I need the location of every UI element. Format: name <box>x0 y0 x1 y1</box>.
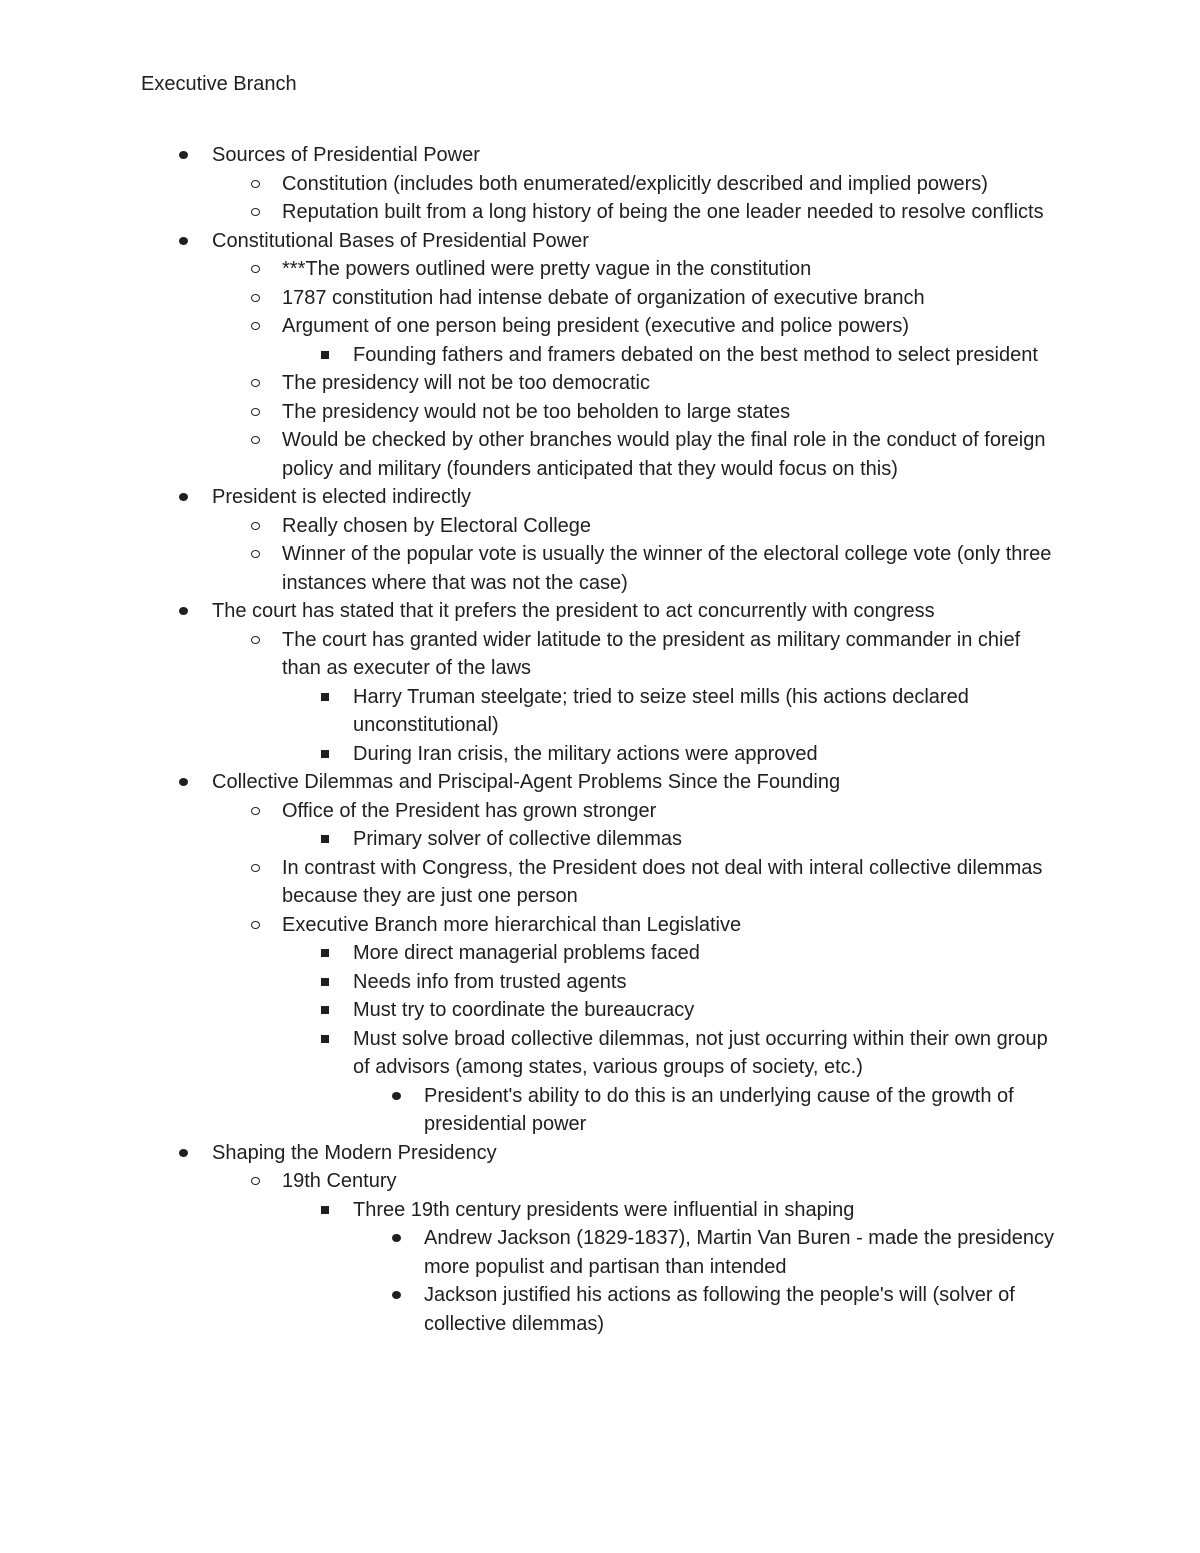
outline-item <box>0 198 1060 227</box>
outline-item <box>0 426 1060 483</box>
bullet-circle-icon <box>248 369 262 398</box>
bullet-square-icon <box>318 1025 332 1054</box>
bullet-circle-icon <box>248 398 262 427</box>
outline-item <box>0 512 1060 541</box>
outline-item <box>0 255 1060 284</box>
bullet-circle-icon <box>248 426 262 455</box>
outline-item-text: Andrew Jackson (1829-1837), Martin Van Buren - made the presidency more populist and partisan than intended <box>424 1227 1054 1278</box>
bullet-disc-icon <box>389 1281 403 1310</box>
bullet-circle-icon <box>248 284 262 313</box>
outline-item <box>0 170 1060 199</box>
outline-item-text: The court has stated that it prefers the president to act concurrently with congress <box>212 600 935 622</box>
bullet-square-icon <box>318 1196 332 1225</box>
outline-item-text: Jackson justified his actions as following the people's will (solver of collective dilemmas) <box>424 1284 1015 1335</box>
outline-item-text: The court has granted wider latitude to the president as military commander in chief than as executer of the laws <box>282 628 1021 679</box>
outline-item-text: Argument of one person being president (executive and police powers) <box>282 315 910 337</box>
outline-item-text: Primary solver of collective dilemmas <box>353 828 682 850</box>
outline-item <box>0 911 1060 940</box>
bullet-disc-icon <box>389 1224 403 1253</box>
outline-item-text: Really chosen by Electoral College <box>282 514 592 537</box>
outline-item-text: Collective Dilemmas and Priscipal-Agent Problems Since the Founding <box>212 771 841 793</box>
outline-item-text: Constitution (includes both enumerated/explicitly described and implied powers) <box>282 172 988 195</box>
bullet-circle-icon <box>248 797 262 826</box>
outline-item <box>0 227 1060 256</box>
outline-item <box>0 825 1060 854</box>
bullet-square-icon <box>318 740 332 769</box>
document-title: Executive Branch <box>141 73 297 95</box>
bullet-circle-icon <box>248 512 262 541</box>
bullet-circle-icon <box>248 255 262 284</box>
bullet-disc-icon <box>176 1139 190 1168</box>
outline-item <box>0 626 1060 683</box>
bullet-square-icon <box>318 939 332 968</box>
outline-item-text: Would be checked by other branches would play the final role in the conduct of foreign policy and military (founders anticipated that they would focus on this) <box>282 429 1046 480</box>
bullet-disc-icon <box>176 768 190 797</box>
outline-item <box>0 312 1060 341</box>
outline-item-text: Three 19th century presidents were influential in shaping <box>353 1198 855 1221</box>
bullet-disc-icon <box>176 597 190 626</box>
outline-item-text: In contrast with Congress, the President does not deal with interal collective dilemmas because they are just one person <box>282 856 1043 907</box>
outline-item-text: Winner of the popular vote is usually the winner of the electoral college vote (only three instances where that was not the case) <box>282 543 1052 594</box>
outline-item <box>0 996 1060 1025</box>
bullet-circle-icon <box>248 626 262 655</box>
outline-item <box>0 740 1060 769</box>
outline-item-text: The presidency will not be too democratic <box>282 372 650 394</box>
bullet-square-icon <box>318 996 332 1025</box>
outline-item <box>0 398 1060 427</box>
outline-item <box>0 797 1060 826</box>
outline-item-text: Sources of Presidential Power <box>212 144 480 166</box>
outline-list <box>0 141 1200 1338</box>
outline-item-text: ***The powers outlined were pretty vague in the constitution <box>282 258 812 280</box>
outline-item <box>0 939 1060 968</box>
bullet-square-icon <box>318 968 332 997</box>
bullet-circle-icon <box>248 312 262 341</box>
outline-item-text: 19th Century <box>282 1170 397 1192</box>
outline-item <box>0 768 1060 797</box>
bullet-square-icon <box>318 825 332 854</box>
outline-item-text: During Iran crisis, the military actions were approved <box>353 742 818 765</box>
outline-item <box>0 1082 1060 1139</box>
outline-item-text: Founding fathers and framers debated on the best method to select president <box>353 343 1038 366</box>
bullet-disc-icon <box>389 1082 403 1111</box>
bullet-circle-icon <box>248 198 262 227</box>
outline-item <box>0 597 1060 626</box>
outline-item <box>0 540 1060 597</box>
outline-item-text: Executive Branch more hierarchical than Legislative <box>282 913 742 936</box>
outline-item-text: Shaping the Modern Presidency <box>212 1141 497 1164</box>
outline-item <box>0 284 1060 313</box>
bullet-circle-icon <box>248 540 262 569</box>
outline-item-text: 1787 constitution had intense debate of organization of executive branch <box>282 286 925 309</box>
outline-item-text: Office of the President has grown stronger <box>282 799 657 822</box>
outline-item-text: Must try to coordinate the bureaucracy <box>353 999 695 1021</box>
outline-item <box>0 369 1060 398</box>
outline-item-text: Harry Truman steelgate; tried to seize steel mills (his actions declared unconstitutional) <box>353 685 969 736</box>
bullet-disc-icon <box>176 227 190 256</box>
outline-item <box>0 1224 1060 1281</box>
outline-item <box>0 141 1060 170</box>
outline-item <box>0 341 1060 370</box>
outline-item <box>0 1025 1060 1082</box>
outline-item-text: President's ability to do this is an underlying cause of the growth of presidential power <box>424 1084 1014 1135</box>
outline-item <box>0 1196 1060 1225</box>
bullet-disc-icon <box>176 483 190 512</box>
bullet-circle-icon <box>248 1167 262 1196</box>
bullet-circle-icon <box>248 170 262 199</box>
outline-item <box>0 683 1060 740</box>
outline-item-text: Constitutional Bases of Presidential Power <box>212 229 589 252</box>
outline-item-text: President is elected indirectly <box>212 486 472 508</box>
outline-item-text: More direct managerial problems faced <box>353 942 700 964</box>
outline-item <box>0 1281 1060 1338</box>
bullet-square-icon <box>318 683 332 712</box>
outline-item <box>0 1167 1060 1196</box>
bullet-circle-icon <box>248 911 262 940</box>
outline-item-text: Must solve broad collective dilemmas, not just occurring within their own group of advisors (among states, various groups of society, etc.) <box>353 1027 1048 1078</box>
outline-item <box>0 968 1060 997</box>
outline-item <box>0 854 1060 911</box>
bullet-square-icon <box>318 341 332 370</box>
bullet-circle-icon <box>248 854 262 883</box>
bullet-disc-icon <box>176 141 190 170</box>
outline-item <box>0 483 1060 512</box>
outline-item-text: Reputation built from a long history of being the one leader needed to resolve conflicts <box>282 201 1044 223</box>
outline-item-text: The presidency would not be too beholden to large states <box>282 400 791 423</box>
outline-item <box>0 1139 1060 1168</box>
outline-item-text: Needs info from trusted agents <box>353 970 627 993</box>
